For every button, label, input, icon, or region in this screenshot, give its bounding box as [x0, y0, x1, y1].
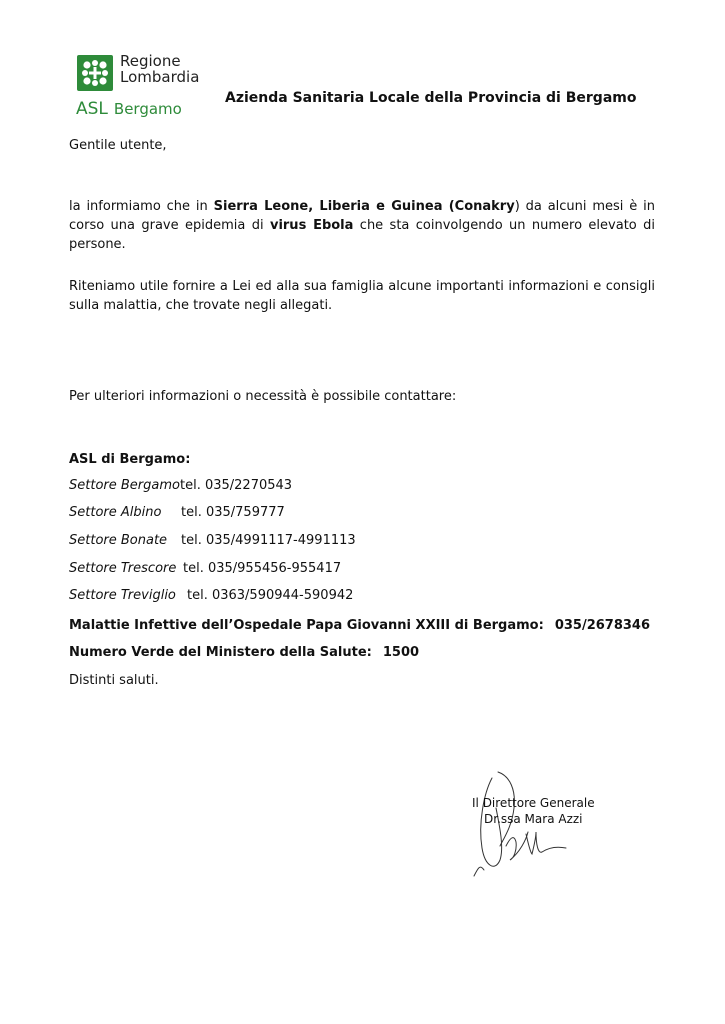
p1-text-a: la informiamo che in: [69, 199, 214, 214]
sector-name: Settore Bergamo: [69, 478, 180, 493]
organization-title: Azienda Sanitaria Locale della Provincia di Bergamo: [225, 90, 637, 106]
paragraph-epidemic: [69, 197, 655, 254]
sector-name: Settore Albino: [69, 505, 162, 520]
greeting: Gentile utente,: [69, 138, 167, 153]
sector-row: [69, 588, 469, 607]
regione-lombardia-wordmark: [120, 53, 199, 85]
logo-line-1: Regione: [120, 52, 181, 70]
ministry-contact: [69, 643, 655, 662]
asl-city: Bergamo: [113, 100, 182, 118]
sector-tel: tel. 035/2270543: [180, 478, 293, 493]
sector-name: Settore Trescore: [69, 561, 177, 576]
sector-tel: tel. 0363/590944-590942: [187, 588, 354, 603]
regione-lombardia-logo-mark: [77, 55, 113, 91]
sector-tel: tel. 035/759777: [181, 505, 285, 520]
asl-label: ASL: [76, 99, 108, 119]
p1-text-c: ) da alcuni mesi è in corso una grave epidemia di: [69, 199, 655, 233]
sector-name: Settore Treviglio: [69, 588, 176, 603]
hospital-contact: [69, 616, 655, 635]
sector-row: [69, 561, 469, 580]
asl-heading: ASL di Bergamo:: [69, 452, 191, 467]
countries-bold: Sierra Leone, Liberia e Guinea (Conakry: [213, 199, 515, 214]
sector-tel: tel. 035/955456-955417: [183, 561, 342, 576]
virus-ebola-bold: virus Ebola: [269, 218, 354, 233]
sector-row: [69, 533, 469, 552]
sector-name: Settore Bonate: [69, 533, 168, 548]
asl-bergamo-wordmark: [76, 99, 182, 119]
ministry-label: Numero Verde del Ministero della Salute:: [69, 645, 372, 660]
hospital-label: Malattie Infettive dell’Ospedale Papa Giovanni XXIII di Bergamo:: [69, 618, 544, 633]
ministry-tel: 1500: [382, 645, 420, 660]
rosa-camuna-icon: [77, 55, 113, 91]
logo-line-2: Lombardia: [120, 68, 200, 86]
sector-row: [69, 505, 469, 524]
signatory-role: Il Direttore Generale: [472, 796, 595, 810]
p1-text-e: che sta coinvolgendo un numero elevato di persone.: [69, 218, 655, 252]
paragraph-information: Riteniamo utile fornire a Lei ed alla sua famiglia alcune importanti informazioni e consigli sulla malattia, che trovate negli allegati.: [69, 279, 655, 313]
sector-row: [69, 478, 469, 497]
sector-tel: tel. 035/4991117-4991113: [181, 533, 356, 548]
hospital-tel: 035/2678346: [554, 618, 651, 633]
signatory-name: Dr.ssa Mara Azzi: [484, 812, 583, 826]
paragraph-contacts-intro: Per ulteriori informazioni o necessità è possibile contattare:: [69, 389, 457, 404]
closing: Distinti saluti.: [69, 673, 159, 688]
